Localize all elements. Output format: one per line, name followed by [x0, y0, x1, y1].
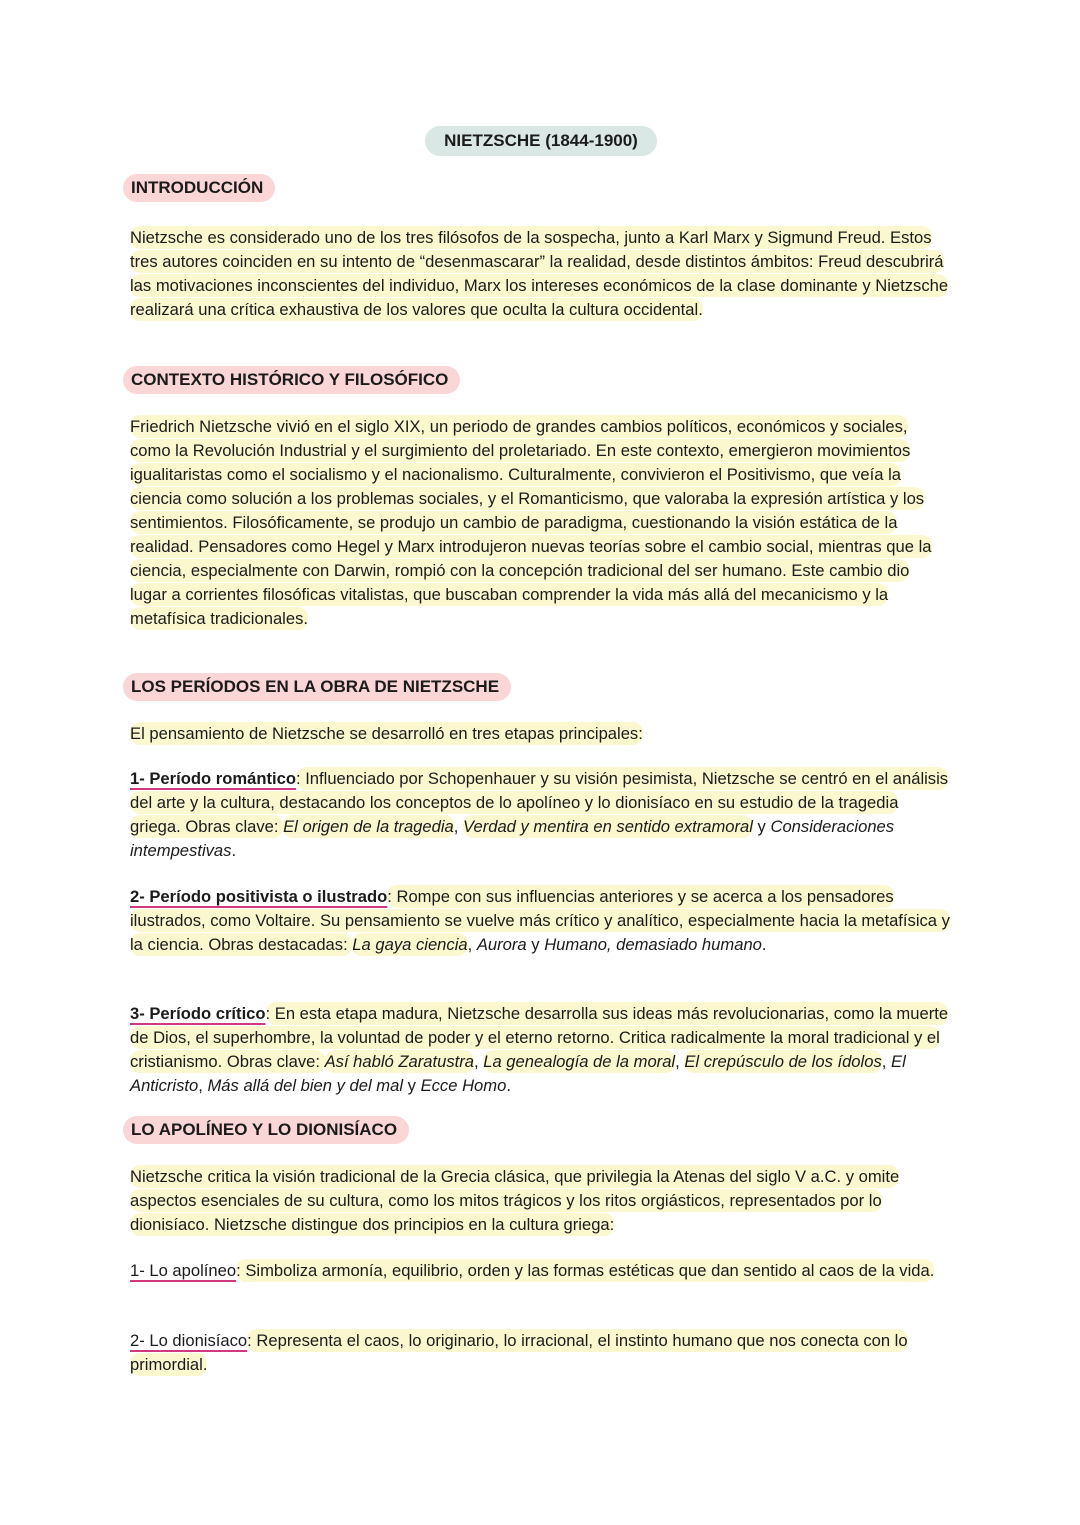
principle-apolineo-text: : Simboliza armonía, equilibrio, orden y las formas estéticas que dan sentido al caos de la vida.	[236, 1261, 935, 1280]
sep: ,	[474, 1052, 484, 1071]
periods-intro-text: El pensamiento de Nietzsche se desarrolló en tres etapas principales:	[130, 724, 643, 743]
work-origen-tragedia: El origen de la tragedia	[283, 817, 454, 836]
intro-text: Nietzsche es considerado uno de los tres filósofos de la sospecha, junto a Karl Marx y Sigmund Freud. Estos tres autores coinciden en su intento de “desenmascarar” la realidad, desde distintos ámbitos: Freud descubrirá las motivaciones inconscientes del individuo, Marx los intereses económicos de la clase dominante y Nietzsche realizará una crítica exhaustiva de los valores que oculta la cultura occidental.	[130, 228, 949, 319]
principle-dionisiaco	[130, 1329, 950, 1377]
work-aurora: Aurora	[476, 935, 527, 954]
work-ecce-homo: Ecce Homo	[420, 1076, 507, 1095]
sep: y	[752, 817, 771, 836]
paragraph-apolineo	[130, 1165, 950, 1237]
end-punct: .	[761, 935, 767, 954]
heading-apolineo-dionisiaco: LO APOLÍNEO Y LO DIONISÍACO	[123, 1116, 409, 1144]
period-romantico	[130, 767, 950, 863]
principle-apolineo-label: 1- Lo apolíneo	[130, 1261, 237, 1280]
work-verdad-mentira: Verdad y mentira en sentido extramoral	[463, 817, 753, 836]
apollonian-text: Nietzsche critica la visión tradicional de la Grecia clásica, que privilegia la Atenas del siglo V a.C. y omite aspectos esenciales de su cultura, como los mitos trágicos y los ritos orgiásticos, representados por lo dionisíaco. Nietzsche distingue dos principios en la cultura griega:	[130, 1167, 900, 1234]
period-critico-label: 3- Período crítico	[130, 1004, 266, 1023]
work-humano: Humano, demasiado humano	[544, 935, 762, 954]
paragraph-introduccion	[130, 226, 950, 322]
page-title: NIETZSCHE (1844-1900)	[425, 126, 657, 156]
work-gaya-ciencia: La gaya ciencia	[352, 935, 468, 954]
heading-periodos: LOS PERÍODOS EN LA OBRA DE NIETZSCHE	[123, 673, 511, 701]
heading-contexto: CONTEXTO HISTÓRICO Y FILOSÓFICO	[123, 366, 460, 394]
period-romantico-label: 1- Período romántico	[130, 769, 296, 788]
sep: ,	[467, 935, 477, 954]
period-positivista-text: : Rompe con sus influencias anteriores y se acerca a los pensadores ilustrados, como Voltaire. Su pensamiento se vuelve más crítico y analítico, especialmente hacia la metafísica y la ciencia. Obras destacadas:	[130, 887, 950, 954]
work-mas-alla: Más allá del bien y del mal	[207, 1076, 404, 1095]
period-positivista	[130, 885, 950, 957]
end-punct: .	[506, 1076, 511, 1095]
work-anticristo: El Anticristo	[130, 1052, 906, 1095]
heading-introduccion: INTRODUCCIÓN	[123, 174, 275, 202]
work-genealogia: La genealogía de la moral	[483, 1052, 676, 1071]
work-consideraciones: Consideraciones intempestivas	[130, 817, 895, 860]
work-zaratustra: Así habló Zaratustra	[324, 1052, 474, 1071]
sep: ,	[453, 817, 464, 836]
period-romantico-text: : Influenciado por Schopenhauer y su visión pesimista, Nietzsche se centró en el análisis del arte y la cultura, destacando los conceptos de lo apolíneo y lo dionisíaco en su estudio de la tragedia griega. Obras clave:	[130, 769, 949, 836]
end-punct: .	[231, 841, 237, 860]
sep: y	[403, 1076, 421, 1095]
sep: ,	[881, 1052, 891, 1071]
work-crepusculo: El crepúsculo de los ídolos	[684, 1052, 882, 1071]
paragraph-contexto	[130, 415, 950, 631]
sep: ,	[198, 1076, 208, 1095]
principle-dionisiaco-text: : Representa el caos, lo originario, lo irracional, el instinto humano que nos conecta con lo primordial.	[130, 1331, 908, 1374]
principle-dionisiaco-label: 2- Lo dionisíaco	[130, 1331, 248, 1350]
principle-apolineo	[130, 1259, 950, 1283]
sep: ,	[675, 1052, 685, 1071]
context-text: Friedrich Nietzsche vivió en el siglo XIX, un periodo de grandes cambios políticos, económicos y sociales, como la Revolución Industrial y el surgimiento del proletariado. En este contexto, emergieron movimientos igualitaristas como el socialismo y el nacionalismo. Culturalmente, convivieron el Positivismo, que veía la ciencia como solución a los problemas sociales, y el Romanticismo, que valoraba la expresión artística y los sentimientos. Filosóficamente, se produjo un cambio de paradigma, cuestionando la visión estática de la realidad. Pensadores como Hegel y Marx introdujeron nuevas teorías sobre el cambio social, mientras que la ciencia, especialmente con Darwin, rompió con la concepción tradicional del ser humano. Este cambio dio lugar a corrientes filosóficas vitalistas, que buscaban comprender la vida más allá del mecanicismo y la metafísica tradicionales.	[130, 417, 932, 628]
period-critico	[130, 1002, 950, 1098]
sep: y	[526, 935, 545, 954]
periods-intro	[130, 722, 950, 746]
period-positivista-label: 2- Período positivista o ilustrado	[130, 887, 388, 906]
period-critico-text: : En esta etapa madura, Nietzsche desarrolla sus ideas más revolucionarias, como la muerte de Dios, el superhombre, la voluntad de poder y el eterno retorno. Critica radicalmente la moral tradicional y el cristianismo. Obras clave:	[130, 1004, 949, 1071]
